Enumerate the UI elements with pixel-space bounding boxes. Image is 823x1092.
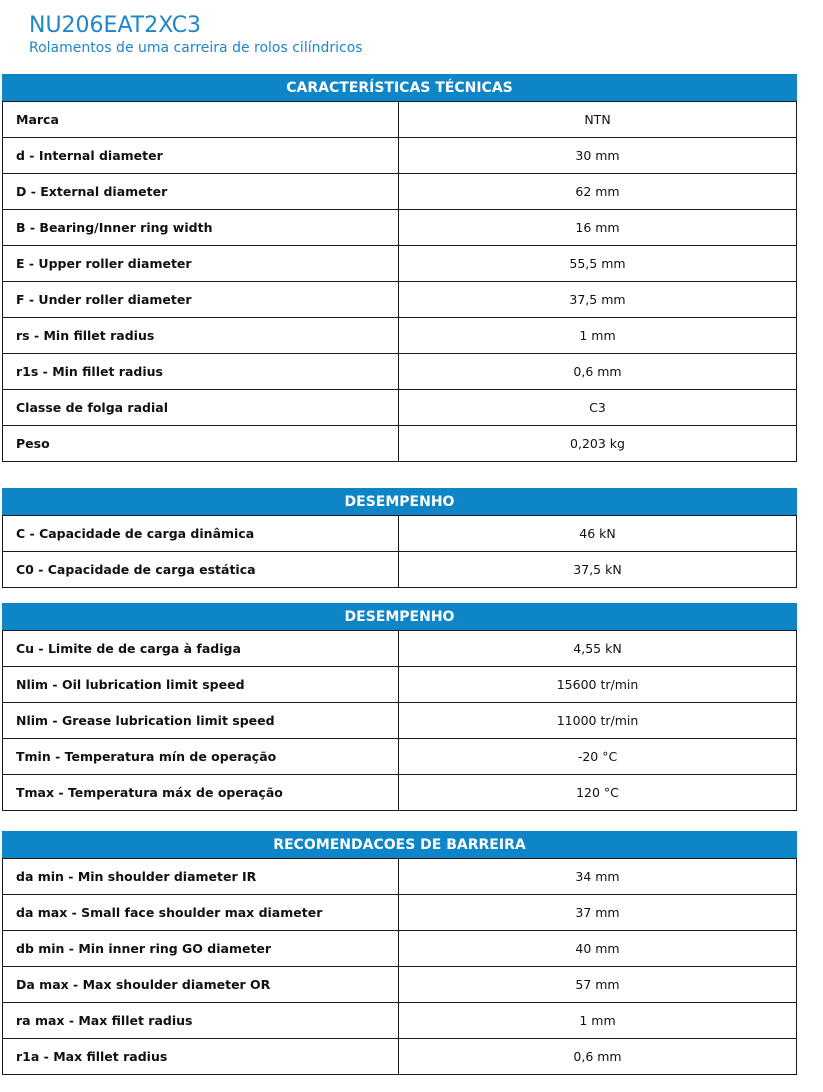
row-value: 37,5 kN (399, 552, 797, 588)
section-mounting-recommendations (2, 831, 797, 1075)
table-row (3, 426, 797, 462)
row-value: NTN (399, 102, 797, 138)
row-value: -20 °C (399, 739, 797, 775)
table-row (3, 895, 797, 931)
row-value: 55,5 mm (399, 246, 797, 282)
spec-table (2, 630, 797, 811)
row-value: 37 mm (399, 895, 797, 931)
table-row (3, 102, 797, 138)
table-row (3, 390, 797, 426)
row-label: C0 - Capacidade de carga estática (3, 552, 399, 588)
row-value: 0,6 mm (399, 354, 797, 390)
row-label: Tmin - Temperatura mín de operação (3, 739, 399, 775)
table-row (3, 282, 797, 318)
table-row (3, 174, 797, 210)
table-row (3, 1003, 797, 1039)
table-row (3, 859, 797, 895)
row-value: 16 mm (399, 210, 797, 246)
table-row (3, 318, 797, 354)
spec-table (2, 101, 797, 462)
row-label: F - Under roller diameter (3, 282, 399, 318)
table-row (3, 1039, 797, 1075)
row-label: Marca (3, 102, 399, 138)
row-label: da min - Min shoulder diameter IR (3, 859, 399, 895)
section-technical-characteristics (2, 74, 797, 462)
table-row (3, 775, 797, 811)
section-heading: DESEMPENHO (2, 488, 797, 515)
row-value: 0,203 kg (399, 426, 797, 462)
row-label: Nlim - Oil lubrication limit speed (3, 667, 399, 703)
table-row (3, 703, 797, 739)
row-label: db min - Min inner ring GO diameter (3, 931, 399, 967)
row-label: r1s - Min fillet radius (3, 354, 399, 390)
section-heading: DESEMPENHO (2, 603, 797, 630)
table-row (3, 516, 797, 552)
table-row (3, 967, 797, 1003)
spec-table (2, 515, 797, 588)
row-label: Classe de folga radial (3, 390, 399, 426)
table-row (3, 631, 797, 667)
row-label: D - External diameter (3, 174, 399, 210)
table-row (3, 667, 797, 703)
row-value: 15600 tr/min (399, 667, 797, 703)
row-label: Peso (3, 426, 399, 462)
row-value: 120 °C (399, 775, 797, 811)
row-value: 40 mm (399, 931, 797, 967)
table-row (3, 138, 797, 174)
spec-table (2, 858, 797, 1075)
table-row (3, 246, 797, 282)
page-subtitle: Rolamentos de uma carreira de rolos cilíndricos (29, 40, 363, 56)
row-label: Cu - Limite de de carga à fadiga (3, 631, 399, 667)
row-label: Da max - Max shoulder diameter OR (3, 967, 399, 1003)
section-heading: RECOMENDACOES DE BARREIRA (2, 831, 797, 858)
section-heading: CARACTERÍSTICAS TÉCNICAS (2, 74, 797, 101)
row-value: 4,55 kN (399, 631, 797, 667)
table-row (3, 354, 797, 390)
row-label: r1a - Max fillet radius (3, 1039, 399, 1075)
page-header (29, 12, 363, 56)
page-title: NU206EAT2XC3 (29, 13, 202, 38)
row-label: C - Capacidade de carga dinâmica (3, 516, 399, 552)
section-performance-limits (2, 603, 797, 811)
row-value: 30 mm (399, 138, 797, 174)
row-label: d - Internal diameter (3, 138, 399, 174)
row-label: B - Bearing/Inner ring width (3, 210, 399, 246)
row-value: 57 mm (399, 967, 797, 1003)
row-value: 1 mm (399, 1003, 797, 1039)
table-row (3, 739, 797, 775)
section-performance-load (2, 488, 797, 588)
table-row (3, 931, 797, 967)
table-row (3, 552, 797, 588)
row-value: 37,5 mm (399, 282, 797, 318)
table-row (3, 210, 797, 246)
row-value: 62 mm (399, 174, 797, 210)
row-value: 1 mm (399, 318, 797, 354)
row-label: da max - Small face shoulder max diameter (3, 895, 399, 931)
row-label: Nlim - Grease lubrication limit speed (3, 703, 399, 739)
row-label: Tmax - Temperatura máx de operação (3, 775, 399, 811)
row-label: E - Upper roller diameter (3, 246, 399, 282)
row-value: 34 mm (399, 859, 797, 895)
row-value: 0,6 mm (399, 1039, 797, 1075)
row-value: 11000 tr/min (399, 703, 797, 739)
row-value: C3 (399, 390, 797, 426)
row-value: 46 kN (399, 516, 797, 552)
row-label: rs - Min fillet radius (3, 318, 399, 354)
row-label: ra max - Max fillet radius (3, 1003, 399, 1039)
